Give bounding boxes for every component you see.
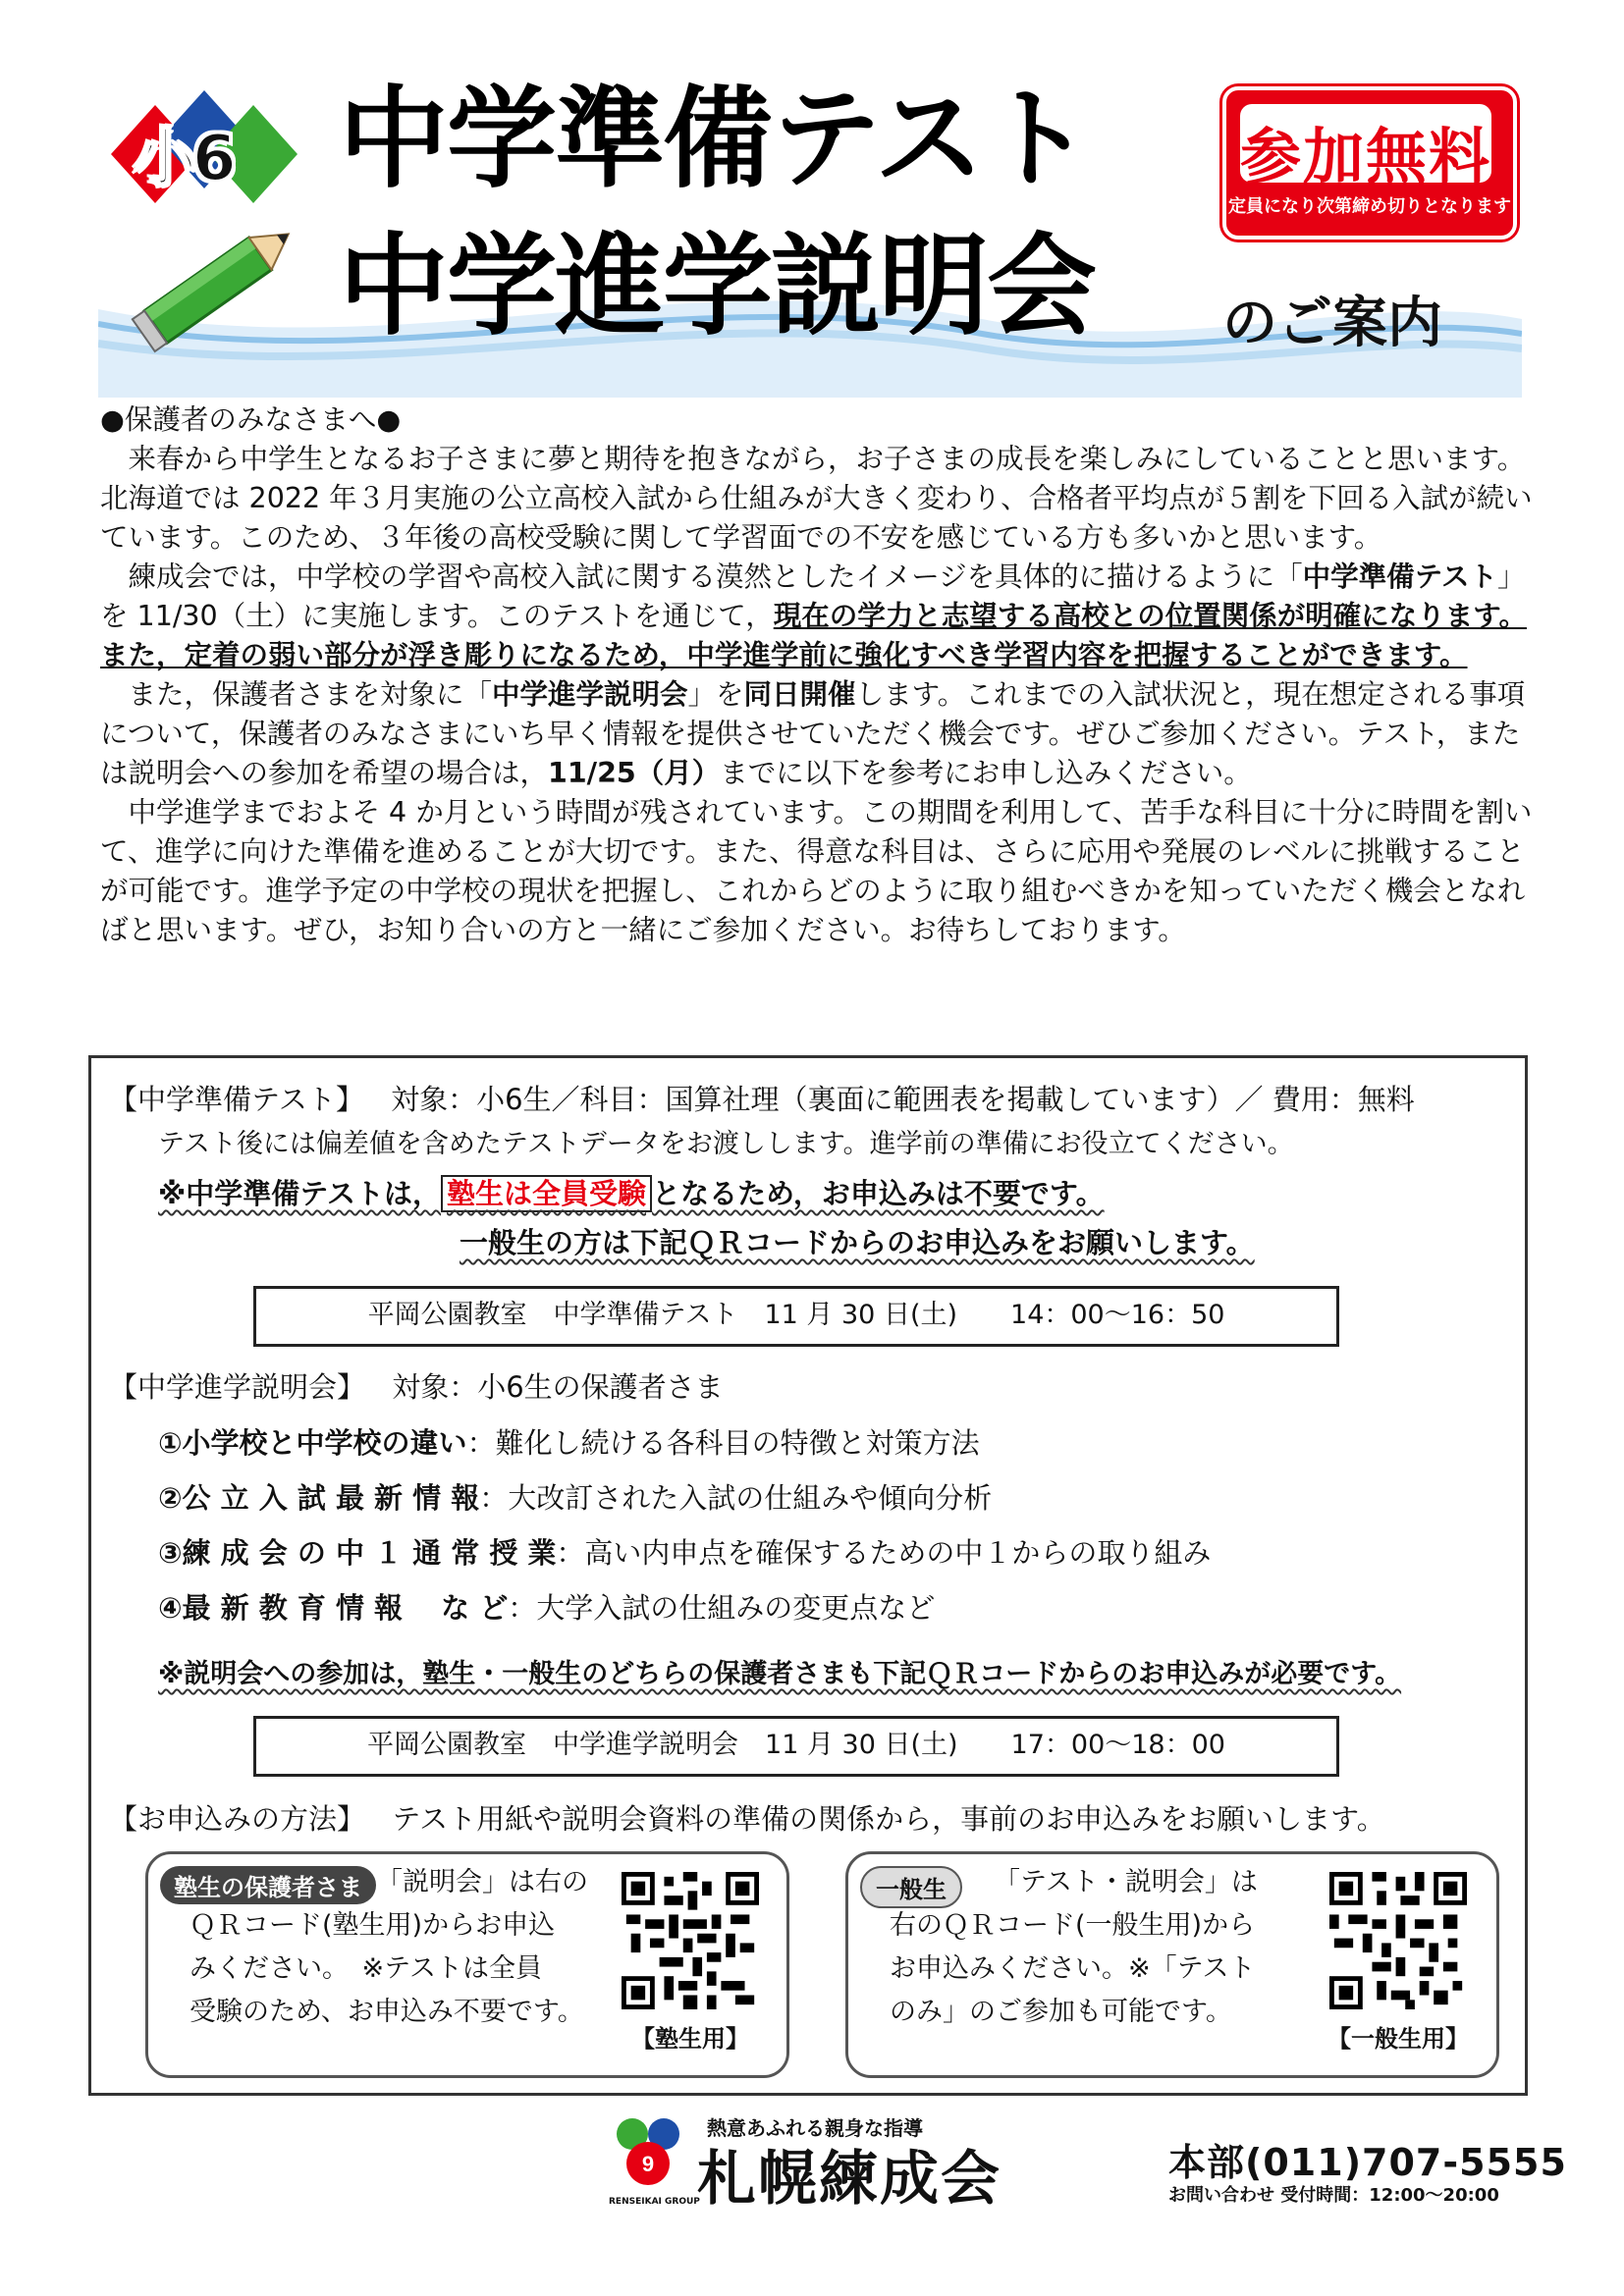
renseikai-logo-icon (607, 2109, 689, 2197)
member-line3: みください。 ※テストは全員 (189, 1953, 543, 1984)
apply-heading-line (109, 1799, 1385, 1839)
footer-brand: 札幌練成会 (697, 2145, 1001, 2214)
seminar-heading: 【中学進学説明会】 (109, 1370, 366, 1404)
intro-paragraph-2: 練成会では，中学校の学習や高校入試に関する漠然としたイメージを具体的に描けるように「中学準備テスト」を 11/30（土）に実施します。このテストを通じて，現在の学力と志望する高校との位置関係が明確になります。また，定着の弱い部分が浮き彫りになるため，中学進学前に強化すべき学習内容を把握することができます。 (100, 561, 1527, 671)
member-qr-code[interactable] (622, 1872, 759, 2009)
apply-desc: テスト用紙や説明会資料の準備の関係から，事前のお申込みをお願いします。 (392, 1802, 1385, 1836)
info-box (88, 1055, 1528, 2096)
test-target: 対象：小6生／科目：国算社理（裏面に範囲表を掲載しています）／ 費用：無料 (391, 1083, 1415, 1116)
member-line2: ＱＲコード(塾生用)からお申込 (189, 1910, 556, 1941)
member-pill: 塾生の保護者さま (160, 1866, 376, 1904)
grade-badge (106, 90, 302, 218)
test-heading: 【中学準備テスト】 (109, 1083, 364, 1116)
general-line2: 右のＱＲコード(一般生用)から (890, 1910, 1256, 1941)
general-line1: 「テスト・説明会」は (994, 1867, 1258, 1897)
seminar-item: ③練 成 会 の 中 １ 通 常 授 業：高い内申点を確保するための中１からの取り組み (158, 1536, 1212, 1570)
test-schedule-box: 平岡公園教室 中学準備テスト 11 月 30 日(土) 14：00～16：50 (253, 1286, 1339, 1347)
intro-text (100, 400, 1534, 950)
member-apply-box (145, 1851, 789, 2078)
general-line3: お申込みください。※「テスト (890, 1953, 1256, 1984)
seminar-notice: ※説明会への参加は，塾生・一般生のどちらの保護者さまも下記ＱＲコードからのお申込みが必要です。 (158, 1659, 1402, 1689)
svg-text:9: 9 (641, 2152, 655, 2176)
seminar-item: ④最 新 教 育 情 報 な ど：大学入試の仕組みの変更点など (158, 1591, 936, 1625)
intro-paragraph-3: また，保護者さまを対象に「中学進学説明会」を同日開催します。これまでの入試状況と，現在想定される事項について，保護者のみなさまにいち早く情報を提供させていただく機会です。ぜひご参加ください。テスト，または説明会への参加を希望の場合は，11/25（月）までに以下を参考にお申し込みください。 (100, 678, 1526, 789)
test-notice-general: 一般生の方は下記ＱＲコードからのお申込みをお願いします。 (460, 1226, 1255, 1259)
general-pill: 一般生 (860, 1866, 962, 1908)
footer-tagline: 熱意あふれる親身な指導 (707, 2116, 923, 2140)
title-seminar: 中学進学説明会 (339, 223, 1095, 350)
intro-paragraph-4: 中学進学までおよそ 4 か月という時間が残されています。この期間を利用して、苦手な科目に十分に時間を割いて、進学に向けた準備を進めることが大切です。また、得意な科目は、さらに応用や発展のレベルに挑戦することが可能です。進学予定の中学校の現状を把握し、これからどのように取り組むべきかを知っていただく機会となればと思います。ぜひ，お知り合いの方と一緒にご参加ください。お待ちしております。 (100, 796, 1533, 946)
general-qr-label: 【一般生用】 (1327, 2025, 1469, 2053)
general-qr-code[interactable] (1329, 1872, 1467, 2009)
contact-hours: お問い合わせ 受付時間：12:00～20:00 (1168, 2185, 1499, 2206)
apply-heading: 【お申込みの方法】 (109, 1802, 366, 1836)
member-all-tested: 塾生は全員受験 (441, 1175, 652, 1212)
contact-phone: 本部(011)707-5555 (1168, 2141, 1567, 2184)
member-line4: 受験のため、お申込み不要です。 (189, 1997, 584, 2027)
free-badge (1222, 86, 1517, 240)
seminar-item: ①小学校と中学校の違い：難化し続ける各科目の特徴と対策方法 (158, 1426, 980, 1460)
member-qr-label: 【塾生用】 (631, 2025, 749, 2053)
title-suffix: のご案内 (1222, 292, 1442, 355)
seminar-schedule-box: 平岡公園教室 中学進学説明会 11 月 30 日(土) 17：00～18：00 (253, 1716, 1339, 1777)
test-heading-line (109, 1080, 1415, 1119)
seminar-target: 対象：小6生の保護者さま (392, 1370, 724, 1404)
member-line1: 「説明会」は右の (376, 1867, 588, 1897)
greeting: ●保護者のみなさまへ● (100, 403, 402, 436)
grade-label: 小6 (134, 123, 233, 195)
footer-group: RENSEIKAI GROUP (609, 2197, 700, 2207)
general-apply-box (845, 1851, 1499, 2078)
test-note: テスト後には偏差値を含めたテストデータをお渡しします。進学前の準備にお役立てください。 (158, 1129, 1294, 1159)
general-line4: のみ」のご参加も可能です。 (890, 1997, 1232, 2027)
test-notice: ※中学準備テストは， 塾生は全員受験 となるため，お申込みは不要です。 (158, 1177, 1105, 1210)
pencil-icon (123, 206, 309, 363)
title-test: 中学準備テスト (339, 76, 1091, 203)
free-note: 定員になり次第締め切りとなります (1228, 196, 1511, 217)
seminar-item: ②公 立 入 試 最 新 情 報：大改訂された入試の仕組みや傾向分析 (158, 1481, 993, 1515)
intro-paragraph-1: 来春から中学生となるお子さまに夢と期待を抱きながら，お子さまの成長を楽しみにしていることと思います。北海道では 2022 年３月実施の公立高校入試から仕組みが大きく変わり、合格者平均点が５割を下回る入試が続いています。このため、３年後の高校受験に関して学習面での不安を感じている方も多いかと思います。 (100, 443, 1533, 554)
seminar-heading-line (109, 1367, 724, 1407)
free-label: 参加無料 (1240, 121, 1492, 192)
